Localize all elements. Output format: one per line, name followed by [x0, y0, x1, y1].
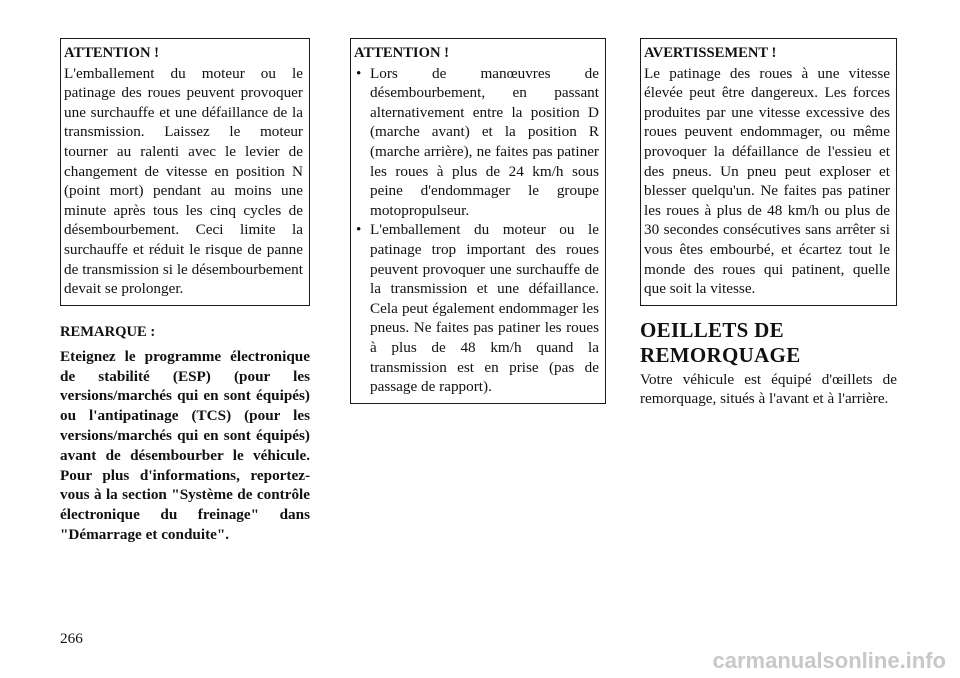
- page-number: 266: [60, 630, 83, 647]
- bullet-icon: •: [356, 64, 362, 82]
- section-heading-line: OEILLETS DE: [640, 317, 784, 342]
- right-column: [640, 38, 897, 409]
- bullet-icon: •: [356, 221, 362, 239]
- warning-text: Le patinage des roues à une vitesse élevée peut être dangereux. Les forces produites par une vitesse excessive des roues peuvent endommager, ou même provoquer la défaillance de l'essieu et des pneus. Un pneu peut exploser et blesser quelqu'un. Ne faites pas patiner les roues à plus de 48 km/h ou plus de 30 secondes consécutives sans arrêter si vous êtes embourbé, et écartez tout le monde des roues qui patinent, quelle que soit la vitesse.: [644, 64, 890, 298]
- section-heading-line: REMORQUAGE: [640, 342, 801, 367]
- remark-text: Eteignez le programme électronique de stabilité (ESP) (pour les versions/marchés qui en sont équipés) ou l'antipatinage (TCS) (pour les versions/marchés qui en sont équipés) avant de désembourber le véhicule. Pour plus d'informations, reportez-vous à la section "Système de contrôle électronique du freinage" dans "Démarrage et conduite".: [60, 347, 310, 543]
- attention-box: [60, 38, 310, 306]
- attention-title: ATTENTION !: [64, 45, 160, 61]
- warning-box: [640, 38, 897, 306]
- attention-bullet-list: [354, 64, 599, 397]
- left-column: [60, 38, 310, 545]
- watermark: carmanualsonline.info: [712, 648, 946, 673]
- bullet-text: Lors de manœuvres de désembourbement, en passant alternativement entre la position D (marche avant) et la position R (marche arrière), ne faites pas patiner les roues à plus de 24 km/h sous peine d'endommager le groupe motopropulseur.: [370, 64, 599, 219]
- section-text: Votre véhicule est équipé d'œillets de remorquage, situés à l'avant et à l'arrière.: [640, 370, 897, 408]
- middle-column: [350, 38, 606, 404]
- remark-title: REMARQUE :: [60, 323, 156, 340]
- attention-title: ATTENTION !: [354, 45, 450, 61]
- attention-box: [350, 38, 606, 404]
- list-item: [354, 64, 599, 221]
- attention-text: L'emballement du moteur ou le patinage des roues peuvent provoquer une surchauffe et une défaillance de la transmission. Laissez le moteur tourner au ralenti avec le levier de changement de vitesse en position N (point mort) pendant au moins une minute après tous les cinq cycles de désembourbement. Ceci limite la surchauffe et réduit le risque de panne de transmission si le désembourbement devait se prolonger.: [64, 64, 303, 298]
- section-heading: [640, 318, 897, 368]
- bullet-text: L'emballement du moteur ou le patinage trop important des roues peuvent provoquer une surchauffe de la transmission et une défaillance. Cela peut également endommager les pneus. Ne faites pas patiner les roues à plus de 48 km/h quand la transmission est en prise (pas de passage de rapport).: [370, 221, 599, 396]
- list-item: [354, 220, 599, 396]
- warning-title: AVERTISSEMENT !: [644, 45, 777, 61]
